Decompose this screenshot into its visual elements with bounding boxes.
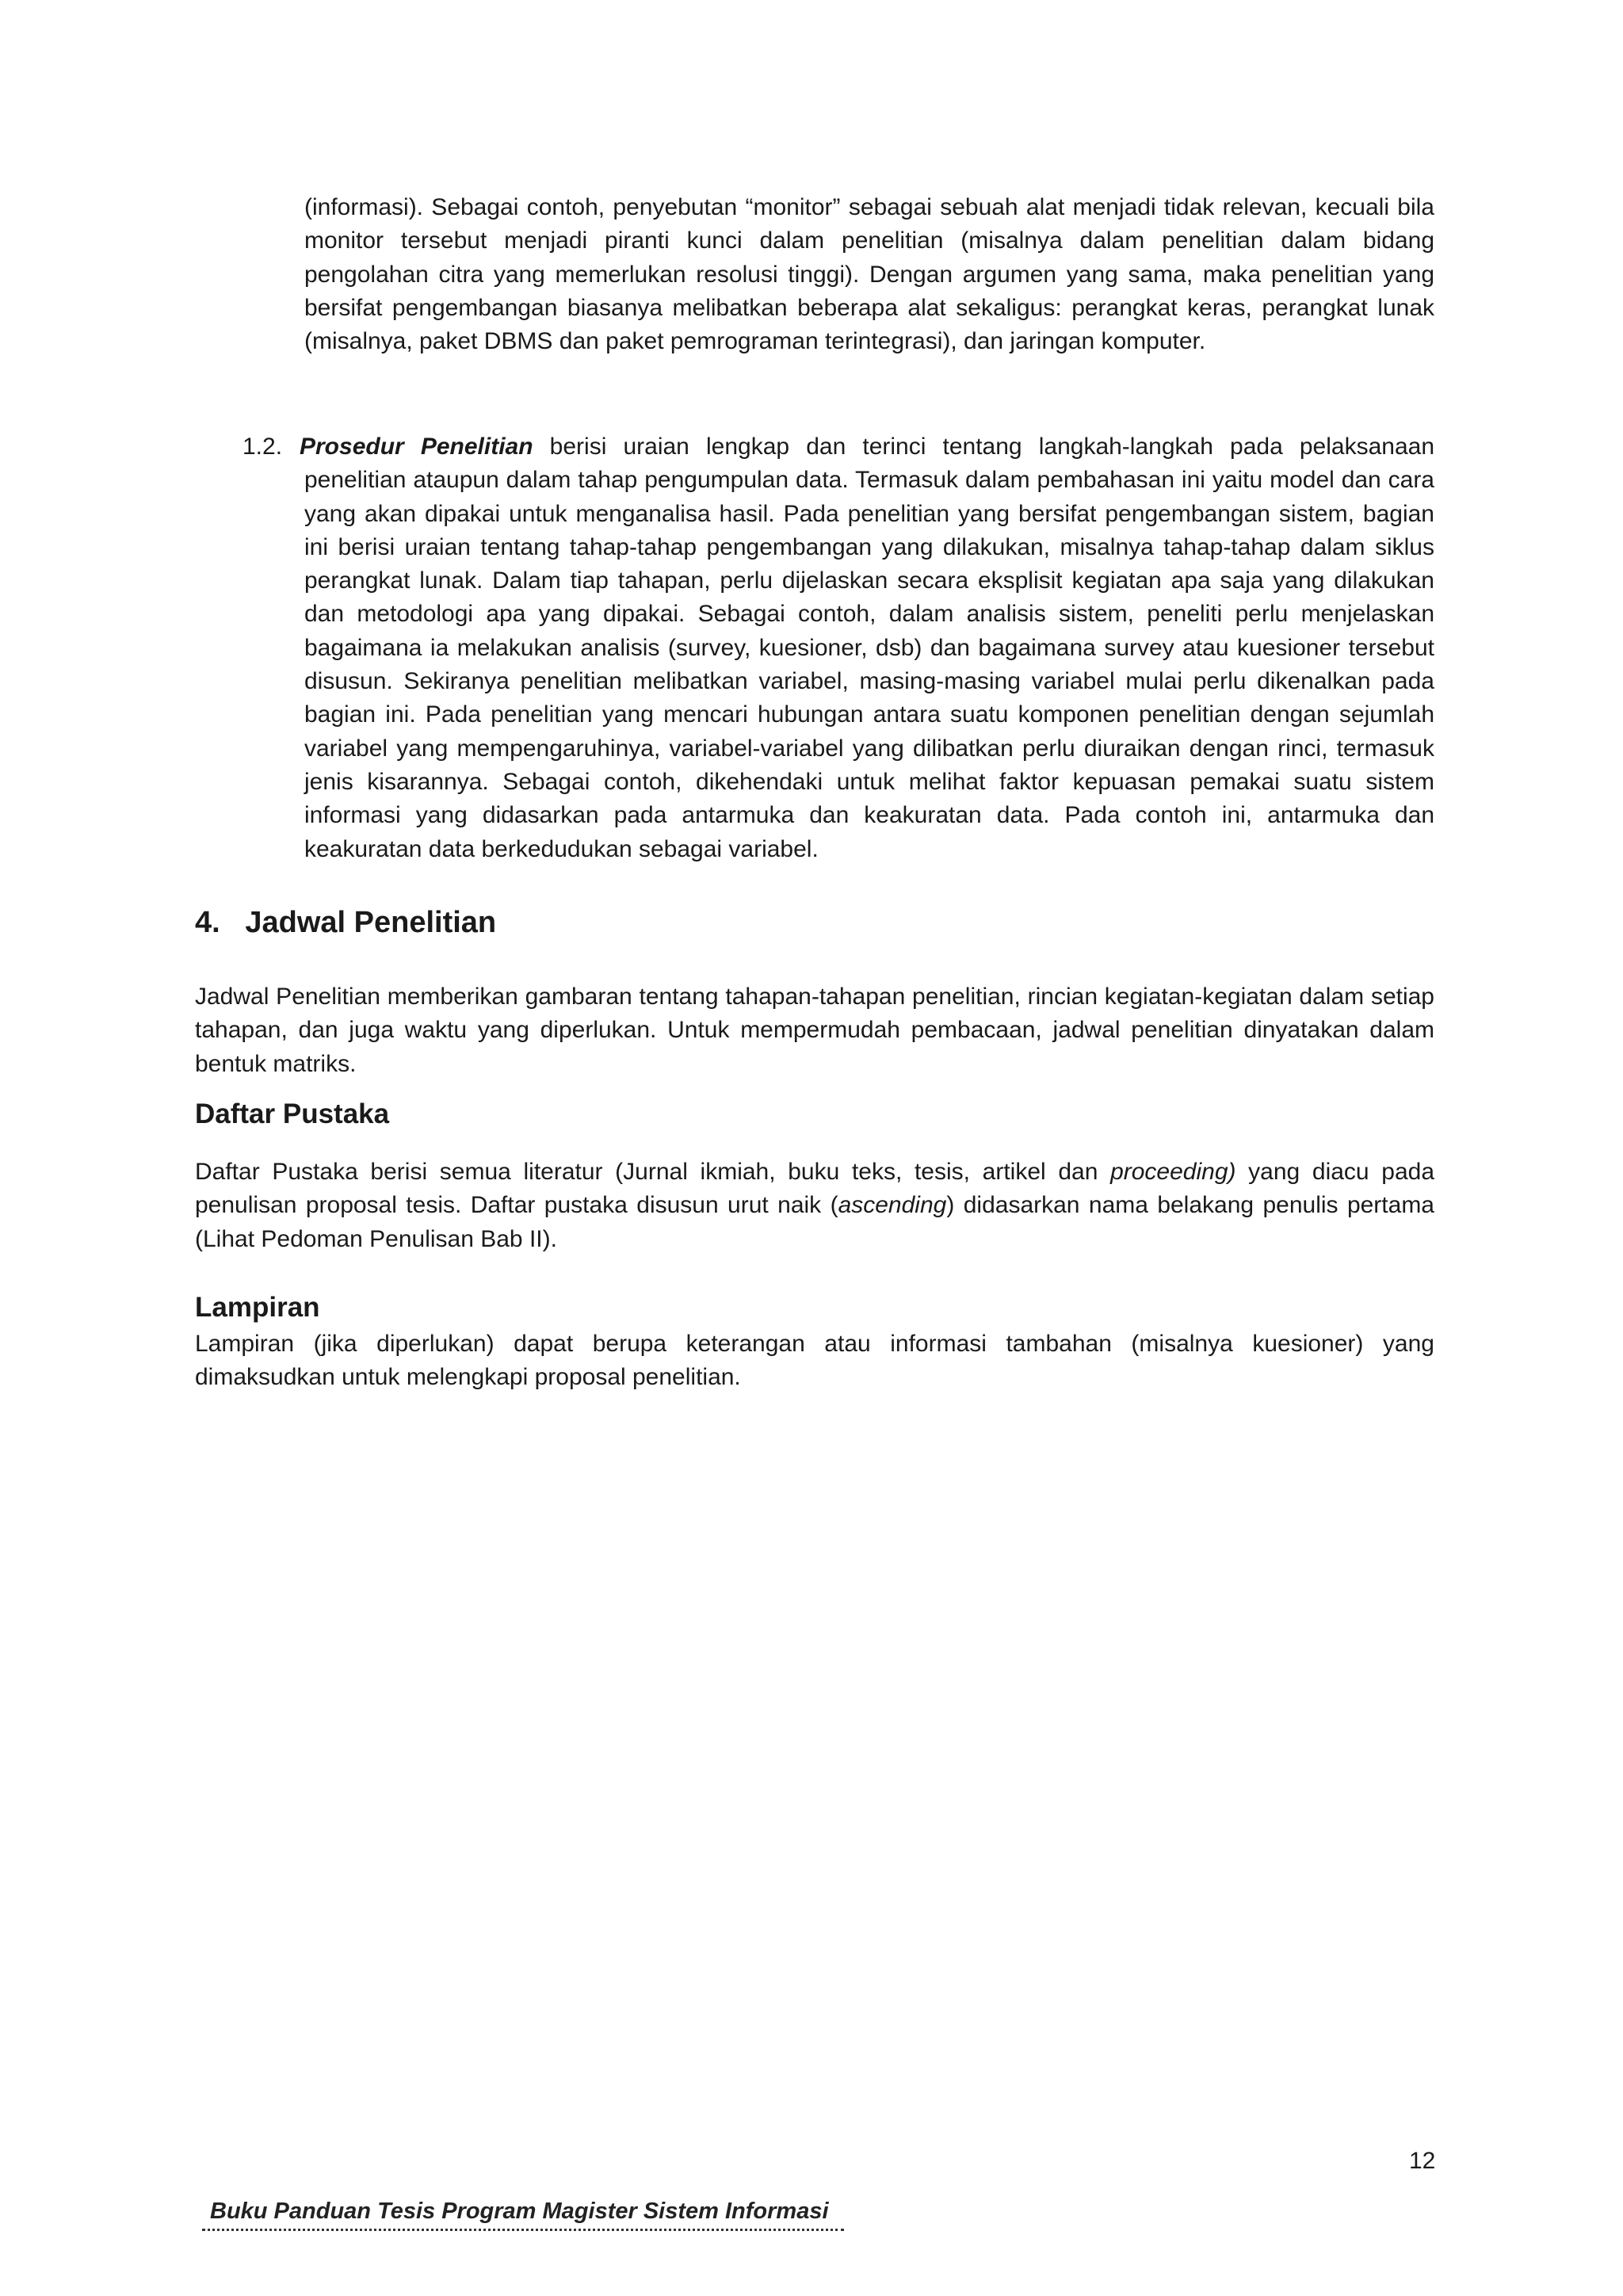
- prosedur-penelitian-paragraph: [300, 430, 1435, 866]
- daftar-pustaka-italic-ascending: ascending: [838, 1192, 947, 1219]
- daftar-pustaka-paragraph: [195, 1156, 1434, 1256]
- daftar-pustaka-heading: Daftar Pustaka: [195, 1098, 390, 1129]
- footer-title: Buku Panduan Tesis Program Magister Sistem Informasi: [210, 2199, 829, 2224]
- daftar-pustaka-text-1: Daftar Pustaka berisi semua literatur (Jurnal ikmiah, buku teks, tesis, artikel dan: [195, 1159, 1111, 1185]
- lampiran-heading: Lampiran: [195, 1292, 320, 1323]
- daftar-pustaka-text-3: ) didasarkan nama belakang penulis pertama (Lihat Pedoman Penulisan Bab II).: [195, 1192, 1434, 1252]
- prosedur-penelitian-text: berisi uraian lengkap dan terinci tentang langkah-langkah pada pelaksanaan penelitian ataupun dalam tahap pengumpulan data. Termasuk dalam pembahasan ini yaitu model dan cara yang akan dipakai untuk menganalisa hasil. Pada penelitian yang bersifat pengembangan sistem, bagian ini berisi uraian tentang tahap-tahap pengembangan yang dilakukan, misalnya tahap-tahap dalam siklus perangkat lunak. Dalam tiap tahapan, perlu dijelaskan secara eksplisit kegiatan apa saja yang dilakukan dan metodologi apa yang dipakai. Sebagai contoh, dalam analisis sistem, peneliti perlu menjelaskan bagaimana ia melakukan analisis (survey, kuesioner, dsb) dan bagaimana survey atau kuesioner tersebut disusun. Sekiranya penelitian melibatkan variabel, masing-masing variabel mulai perlu dikenalkan pada bagian ini. Pada penelitian yang mencari hubungan antara suatu komponen penelitian dengan sejumlah variabel yang mempengaruhinya, variabel-variabel yang dilibatkan perlu diuraikan dengan rinci, termasuk jenis kisarannya. Sebagai contoh, dikehendaki untuk melihat faktor kepuasan pemakai suatu sistem informasi yang didasarkan pada antarmuka dan keakuratan data. Pada contoh ini, antarmuka dan keakuratan data berkedudukan sebagai variabel.: [304, 434, 1435, 862]
- daftar-pustaka-text-2: yang diacu pada penulisan proposal tesis. Daftar pustaka disusun urut naik (: [195, 1159, 1435, 1219]
- daftar-pustaka-italic-proceeding: proceeding): [1110, 1159, 1236, 1185]
- lampiran-paragraph: Lampiran (jika diperlukan) dapat berupa keterangan atau informasi tambahan (misalnya kuesioner) yang dimaksudkan untuk melengkapi proposal penelitian.: [195, 1331, 1434, 1391]
- footer-dotted-rule: [202, 2229, 844, 2231]
- page-number: 12: [1409, 2148, 1436, 2174]
- prosedur-penelitian-term: Prosedur Penelitian: [300, 434, 533, 460]
- jadwal-penelitian-heading: 4. Jadwal Penelitian: [195, 906, 497, 939]
- item-number-1-2: 1.2.: [242, 434, 283, 460]
- jadwal-penelitian-paragraph: Jadwal Penelitian memberikan gambaran tentang tahapan-tahapan penelitian, rincian kegiatan-kegiatan dalam setiap tahapan, dan juga waktu yang diperlukan. Untuk mempermudah pembacaan, jadwal penelitian dinyatakan dalam bentuk matriks.: [195, 984, 1434, 1077]
- alat-penelitian-paragraph: (informasi). Sebagai contoh, penyebutan “monitor” sebagai sebuah alat menjadi tidak relevan, kecuali bila monitor tersebut menjadi piranti kunci dalam penelitian (misalnya dalam penelitian dalam bidang pengolahan citra yang memerlukan resolusi tinggi). Dengan argumen yang sama, maka penelitian yang bersifat pengembangan biasanya melibatkan beberapa alat sekaligus: perangkat keras, perangkat lunak (misalnya, paket DBMS dan paket pemrograman terintegrasi), dan jaringan komputer.: [304, 194, 1434, 355]
